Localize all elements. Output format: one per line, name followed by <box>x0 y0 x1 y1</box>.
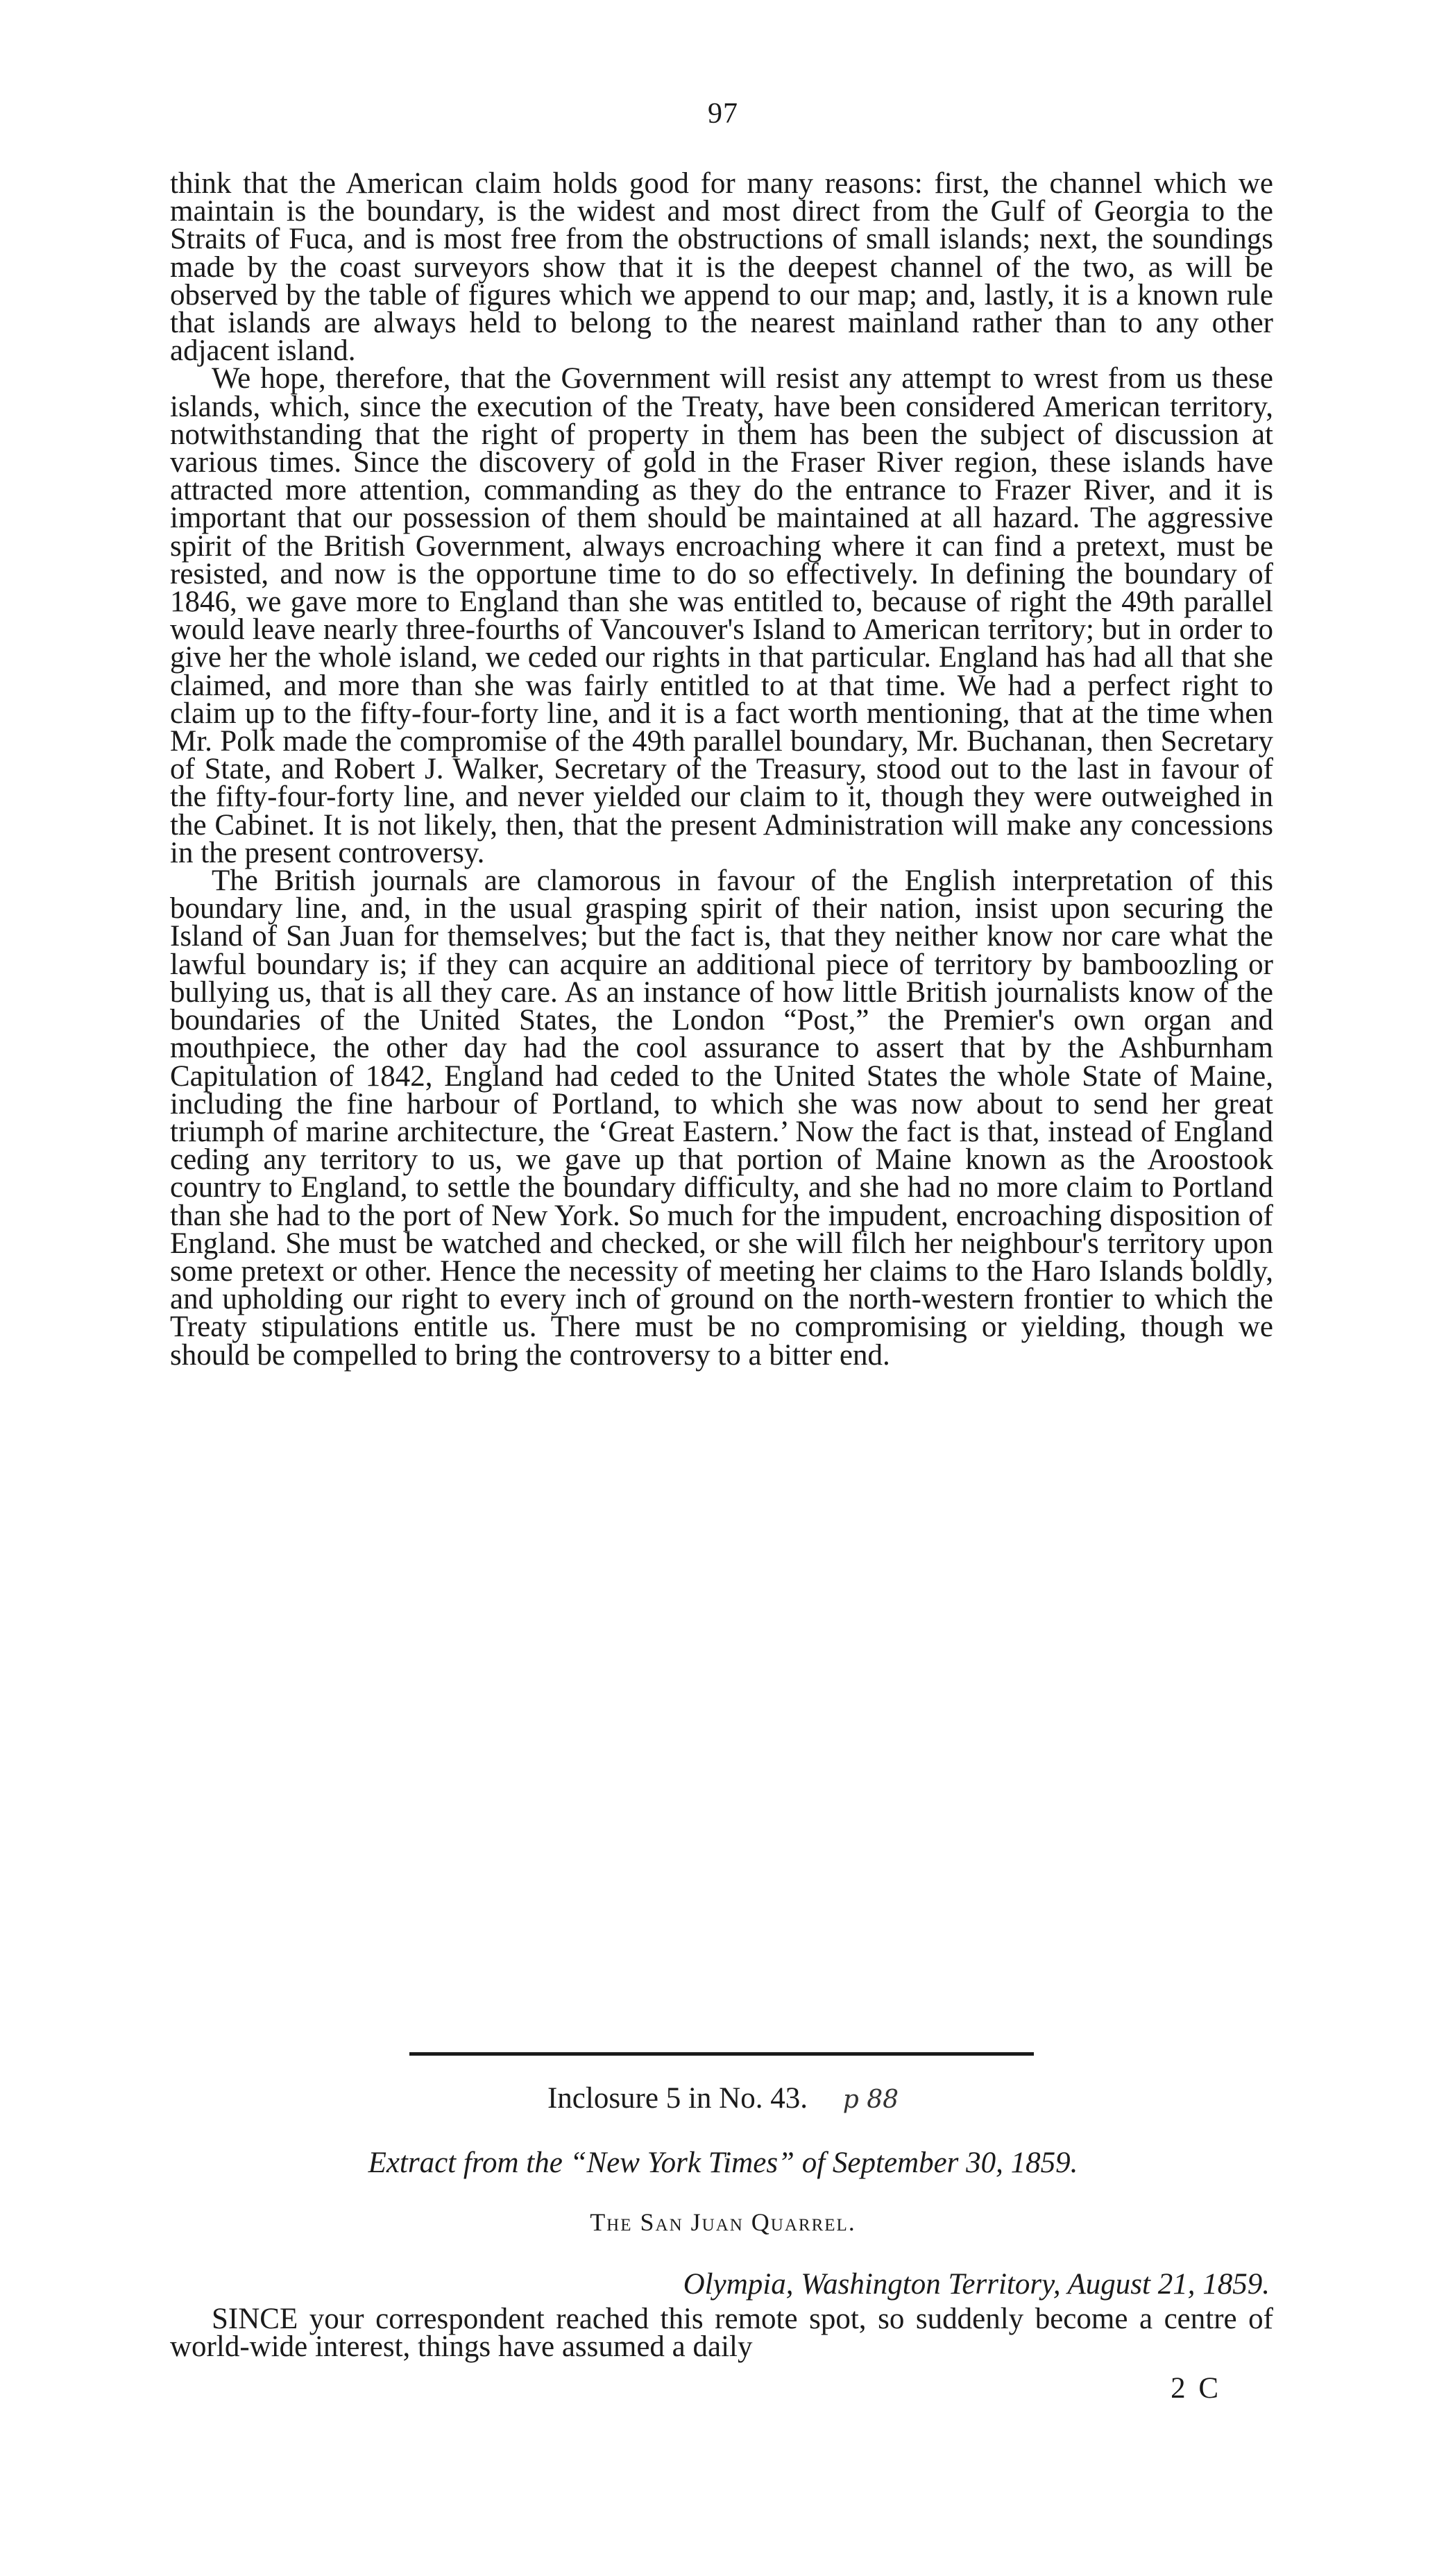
handwritten-note: p 88 <box>842 2085 899 2114</box>
inclosure-title: Inclosure 5 in No. 43. <box>547 2082 808 2115</box>
paragraph-3: The British journals are clamorous in favour of the English interpretation of this boundary line, and, in the usual grasping spirit of their nation, insist upon securing the Island of San Juan for themselves; but the fact is, that they neither know nor care what the lawful boundary is; if they can acquire an additional piece of territory by bamboozling or bullying us, that is all they care. As an instance of how little British journalists know of the boundaries of the United States, the London “Post,” the Premier's own organ and mouthpiece, the other day had the cool assurance to assert that by the Ashburnham Capitulation of 1842, England had ceded to the United States the whole State of Maine, including the fine harbour of Portland, to which she was now about to send her great triumph of marine architecture, the ‘Great Eastern.’ Now the fact is that, instead of England ceding any territory to us, we gave up that portion of Maine known as the Aroostook country to England, to settle the boundary difficulty, and she had no more claim to Portland than she had to the port of New York. So much for the impudent, encroaching disposition of England. She must be watched and checked, or she will filch her neighbour's territory upon some pretext or other. Hence the necessity of meeting her claims to the Haro Islands boldly, and upholding our right to every inch of ground on the north-western frontier to which the Treaty stipulations entitle us. There must be no compromising or yielding, though we should be compelled to bring the controversy to a bitter end. <box>170 864 1273 1372</box>
page-number: 97 <box>708 98 738 130</box>
section-divider <box>409 2052 1034 2056</box>
paragraph-2: We hope, therefore, that the Government will resist any attempt to wrest from us these islands, which, since the execution of the Treaty, have been considered American territory, notwithstanding that the right of property in them has been the subject of discussion at various times. Since the discovery of gold in the Fraser River region, these islands have attracted more attention, commanding as they do the entrance to Frazer River, and it is important that our possession of them should be maintained at all hazard. The aggressive spirit of the British Government, always encroaching where it can find a pretext, must be resisted, and now is the opportune time to do so effectively. In defining the boundary of 1846, we gave more to England than she was entitled to, because of right the 49th parallel would leave nearly three-fourths of Vancouver's Island to American territory; but in order to give her the whole island, we ceded our rights in that particular. England has had all that she claimed, and more than she was fairly entitled to at that time. We had a perfect right to claim up to the fifty-four-forty line, and it is a fact worth mentioning, that at the time when Mr. Polk made the compromise of the 49th parallel boundary, Mr. Buchanan, then Secretary of State, and Robert J. Walker, Secretary of the Treasury, stood out to the last in favour of the fifty-four-forty line, and never yielded our claim to it, though they were outweighed in the Cabinet. It is not likely, then, that the present Administration will make any concessions in the present controversy. <box>170 362 1273 869</box>
article-title: The San Juan Quarrel. <box>590 2208 856 2236</box>
body-text <box>170 167 1273 1372</box>
letter-opening: SINCE your correspondent reached this remote spot, so suddenly become a centre of world-wide interest, things have assumed a daily <box>170 2303 1273 2364</box>
paragraph-1: think that the American claim holds good for many reasons: first, the channel which we maintain is the boundary, is the widest and most direct from the Gulf of Georgia to the Straits of Fuca, and is most free from the obstructions of small islands; next, the soundings made by the coast surveyors show that it is the deepest channel of the two, as will be observed by the table of figures which we append to our map; and, lastly, it is a known rule that islands are always held to belong to the nearest mainland rather than to any other adjacent island. <box>170 167 1273 368</box>
inclosure-heading <box>0 2081 1446 2115</box>
dateline: Olympia, Washington Territory, August 21, 1859. <box>683 2268 1270 2301</box>
signature-mark: 2 C <box>1171 2372 1221 2405</box>
extract-source: Extract from the “New York Times” of September 30, 1859. <box>368 2147 1078 2179</box>
letter-body <box>170 2303 1273 2364</box>
